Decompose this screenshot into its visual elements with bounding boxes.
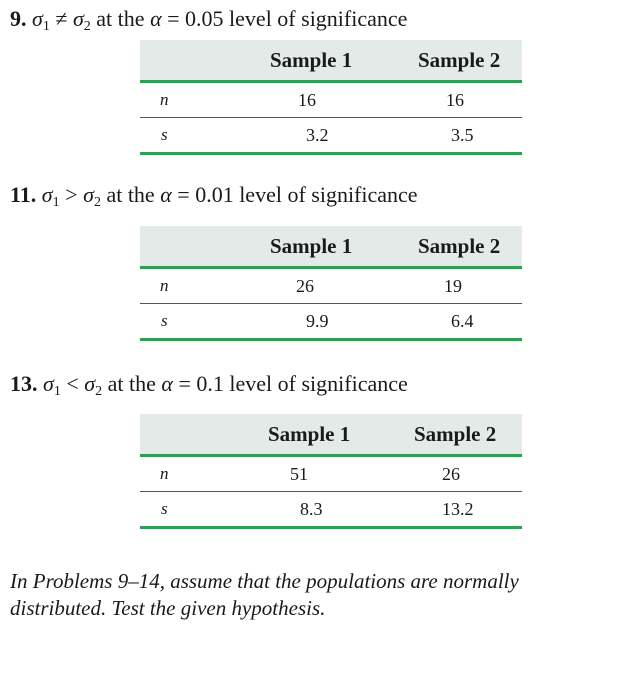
relation-symbol: < [66,371,79,396]
heading-suffix: level of significance [239,182,418,207]
equals-symbol: = [167,6,180,31]
table-row [140,269,522,304]
table-cell: 3.2 [306,125,329,145]
heading-suffix: level of significance [229,6,408,31]
column-header-sample-1: Sample 1 [268,422,351,446]
table-cell: 13.2 [442,499,474,519]
sigma-symbol: σ [41,182,53,207]
heading-text: at the [107,371,156,396]
column-header-sample-2: Sample 2 [414,422,497,446]
table-cell: 26 [296,276,314,296]
row-label: n [160,276,169,295]
subscript: 1 [52,195,60,210]
sigma-symbol: σ [72,6,84,31]
subscript: 2 [83,19,91,34]
alpha-value: 0.01 [195,182,234,207]
alpha-value: 0.1 [196,371,224,396]
relation-symbol: > [65,182,78,207]
problem-heading [10,182,610,208]
table-row [140,492,522,529]
table-cell: 16 [298,90,316,110]
table-header [140,414,522,457]
column-header-sample-1: Sample 1 [270,234,353,258]
subscript: 1 [53,384,61,399]
table-cell: 8.3 [300,499,323,519]
row-label: n [160,464,169,483]
equals-symbol: = [178,371,191,396]
table-header [140,226,522,269]
problem-11 [10,182,610,208]
table-cell: 16 [446,90,464,110]
table-cell: 6.4 [451,311,474,331]
row-label: n [160,90,169,109]
problem-heading [10,6,610,32]
subscript: 2 [93,195,101,210]
problem-number: 9. [10,6,27,31]
alpha-symbol: α [150,6,162,31]
column-header-sample-1: Sample 1 [270,48,353,72]
problem-heading [10,371,610,397]
relation-symbol: ≠ [55,6,68,31]
row-label: s [161,311,168,330]
heading-text: at the [96,6,145,31]
alpha-symbol: α [160,182,172,207]
problem-9 [10,6,610,32]
table-row [140,304,522,341]
sigma-symbol: σ [84,371,96,396]
column-header-sample-2: Sample 2 [418,48,501,72]
sigma-symbol: σ [32,6,43,31]
table-cell: 3.5 [451,125,474,145]
table-row [140,118,522,155]
subscript: 2 [95,384,103,399]
sigma-symbol: σ [43,371,54,396]
table-row [140,457,522,492]
problem-number: 11. [10,182,37,207]
column-header-sample-2: Sample 2 [418,234,501,258]
subscript: 1 [42,19,50,34]
data-table-11 [140,226,522,341]
heading-suffix: level of significance [229,371,408,396]
table-row [140,83,522,118]
data-table-9 [140,40,522,155]
table-cell: 19 [444,276,462,296]
alpha-value: 0.05 [185,6,224,31]
table-cell: 51 [290,464,308,484]
data-table-13 [140,414,522,529]
row-label: s [161,499,168,518]
equals-symbol: = [177,182,190,207]
sigma-symbol: σ [83,182,94,207]
table-cell: 26 [442,464,460,484]
row-label: s [161,125,168,144]
alpha-symbol: α [161,371,173,396]
problem-number: 13. [10,371,38,396]
heading-text: at the [106,182,155,207]
table-cell: 9.9 [306,311,329,331]
problem-13 [10,371,610,397]
instructions-note: In Problems 9–14, assume that the populations are normally distributed. Test the given hypothesis. [10,569,519,620]
table-header [140,40,522,83]
